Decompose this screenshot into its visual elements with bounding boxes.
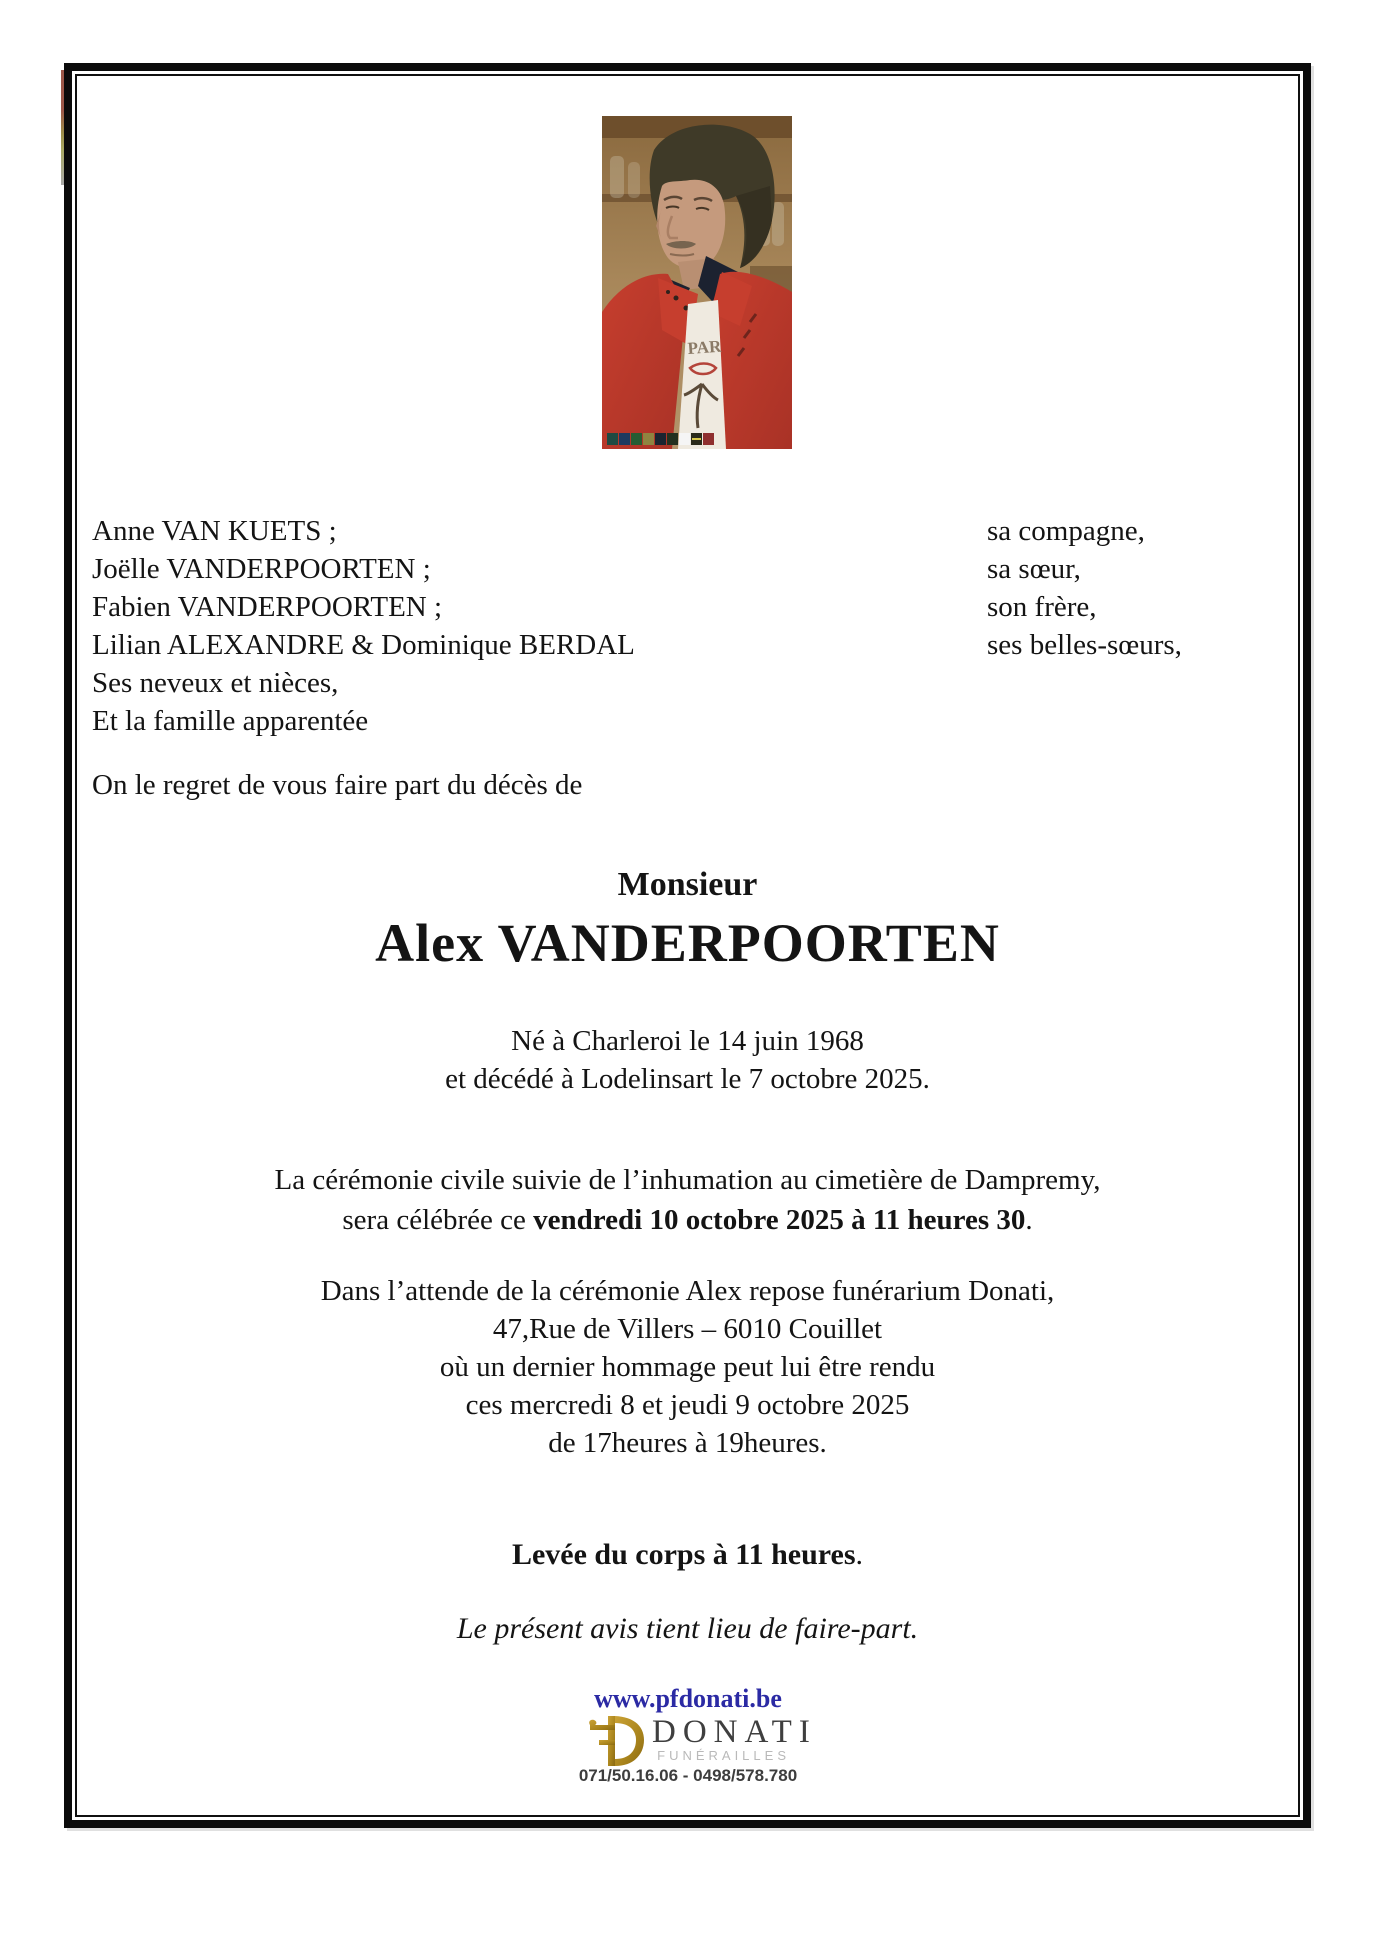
ceremony-block (64, 1160, 1311, 1240)
deceased-title: Monsieur (617, 866, 758, 903)
repose-line: Dans l’attende de la cérémonie Alex repose funérarium Donati, (320, 1275, 1055, 1307)
ceremony-line-2-prefix: sera célébrée ce (342, 1204, 534, 1236)
repose-address-line: 47,Rue de Villers – 6010 Couillet (492, 1313, 883, 1345)
announcement-intro: On le regret de vous faire part du décès de (92, 769, 583, 801)
levee-du-corps-line (64, 1538, 1311, 1572)
levee-suffix: . (855, 1538, 864, 1571)
family-names-column (92, 512, 852, 740)
funeral-home-subtitle: FUNÉRAILLES (657, 1748, 790, 1763)
death-line: et décédé à Lodelinsart le 7 octobre 2025. (445, 1063, 930, 1095)
relationship-label: ses belles-sœurs, (987, 629, 1182, 661)
relationship-label: son frère, (987, 591, 1097, 623)
repose-dates-line: ces mercredi 8 et jeudi 9 octobre 2025 (465, 1389, 910, 1421)
relationship-labels-column (987, 512, 1287, 664)
ceremony-date-time: vendredi 10 octobre 2025 à 11 heures 30 (533, 1204, 1026, 1236)
funeral-home-website: www.pfdonati.be (594, 1684, 782, 1713)
levee-bold-text: Levée du corps à 11 heures (511, 1538, 856, 1571)
family-name-line: Fabien VANDERPOORTEN ; (92, 591, 443, 623)
birth-line: Né à Charleroi le 14 juin 1968 (511, 1025, 864, 1057)
portrait-photo (602, 116, 792, 449)
relationship-label: sa compagne, (987, 515, 1145, 547)
funeral-home-name: DONATI (652, 1714, 817, 1750)
family-name-line: Ses neveux et nièces, (92, 667, 339, 699)
faire-part-notice: Le présent avis tient lieu de faire-part. (456, 1612, 919, 1645)
relationship-label: sa sœur, (987, 553, 1081, 585)
repose-hours-line: de 17heures à 19heures. (548, 1427, 827, 1459)
family-name-line: Anne VAN KUETS ; (92, 515, 337, 547)
family-name-line: Joëlle VANDERPOORTEN ; (92, 553, 431, 585)
birth-death-block (64, 1022, 1311, 1098)
repose-block (64, 1272, 1311, 1462)
svg-text:PAR: PAR (686, 336, 722, 358)
repose-line: où un dernier hommage peut lui être rendu (439, 1351, 936, 1383)
ceremony-line-2-suffix: . (1025, 1204, 1033, 1236)
ceremony-line-2 (64, 1200, 1311, 1240)
ceremony-line-1: La cérémonie civile suivie de l’inhumation au cimetière de Dampremy, (274, 1164, 1101, 1196)
family-name-line: Et la famille apparentée (92, 705, 369, 737)
funeral-home-phone: 071/50.16.06 - 0498/578.780 (578, 1766, 798, 1785)
family-name-line: Lilian ALEXANDRE & Dominique BERDAL (92, 629, 635, 661)
deceased-name: Alex VANDERPOORTEN (375, 913, 1000, 973)
